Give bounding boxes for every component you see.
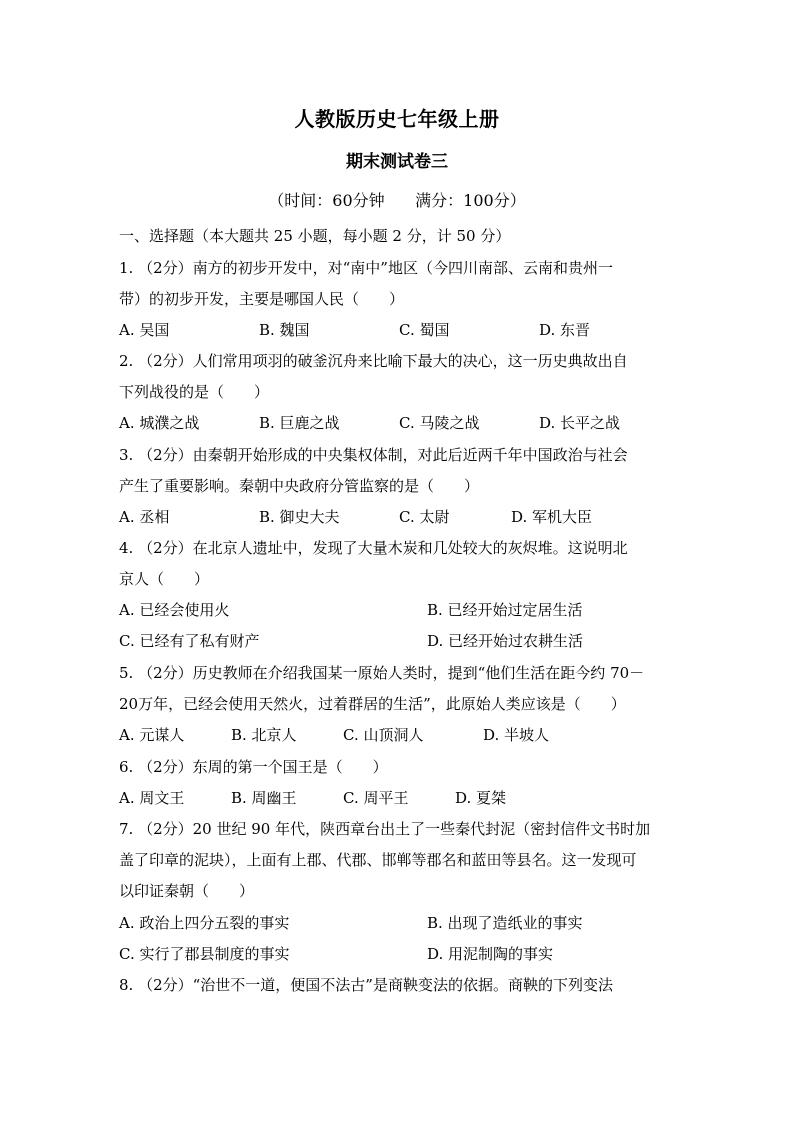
question-7-option-c: C. 实行了郡县制度的事实: [119, 945, 290, 963]
question-4-line-2: 京人（ ）: [119, 570, 210, 588]
page-title: 人教版历史七年级上册: [294, 107, 500, 131]
question-5-option-b: B. 北京人: [231, 726, 297, 744]
question-3-option-c: C. 太尉: [399, 508, 450, 526]
question-2-line-1: 2. （2分）人们常用项羽的破釜沉舟来比喻下最大的决心，这一历史典故出自: [119, 352, 628, 370]
section-heading: 一、选择题（本大题共 25 小题，每小题 2 分，计 50 分）: [119, 227, 511, 245]
question-5-option-d: D. 半坡人: [483, 726, 550, 744]
question-5-option-a: A. 元谋人: [119, 726, 185, 744]
question-1-line-2: 带）的初步开发，主要是哪国人民（ ）: [119, 290, 405, 308]
question-5-line-2: 20万年，已经会使用天然火，过着群居的生活”，此原始人类应该是（ ）: [119, 695, 626, 713]
question-3-line-2: 产生了重要影响。秦朝中央政府分管监察的是（ ）: [119, 477, 480, 495]
question-1-option-c: C. 蜀国: [399, 321, 450, 339]
question-5-line-1: 5. （2分）历史教师在介绍我国某一原始人类时，提到“他们生活在距今约 70－: [119, 664, 645, 682]
question-1-line-1: 1. （2分）南方的初步开发中，对“南中”地区（今四川南部、云南和贵州一: [119, 259, 613, 277]
question-4-option-b: B. 已经开始过定居生活: [427, 601, 583, 619]
question-2-option-b: B. 巨鹿之战: [259, 414, 340, 432]
question-5-option-c: C. 山顶洞人: [343, 726, 424, 744]
question-6-option-a: A. 周文王: [119, 789, 185, 807]
question-4-option-d: D. 已经开始过农耕生活: [427, 632, 584, 650]
question-7-line-2: 盖了印章的泥块），上面有上郡、代郡、邯郸等郡名和蓝田等县名。这一发现可: [119, 851, 637, 869]
question-2-line-2: 下列战役的是（ ）: [119, 383, 270, 401]
question-2-option-d: D. 长平之战: [539, 414, 621, 432]
question-2-option-a: A. 城濮之战: [119, 414, 200, 432]
question-7-line-3: 以印证秦朝（ ）: [119, 882, 255, 900]
question-6-line-1: 6. （2分）东周的第一个国王是（ ）: [119, 758, 388, 776]
question-7-option-a: A. 政治上四分五裂的事实: [119, 914, 290, 932]
question-6-option-d: D. 夏桀: [455, 789, 507, 807]
question-8-line-1: 8. （2分）“治世不一道，便国不法古”是商鞅变法的依据。商鞅的下列变法: [119, 976, 613, 994]
question-1-option-b: B. 魏国: [259, 321, 310, 339]
time-info: （时间：60分钟 满分：100分）: [268, 191, 526, 210]
question-6-option-b: B. 周幽王: [231, 789, 297, 807]
question-7-option-d: D. 用泥制陶的事实: [427, 945, 554, 963]
question-3-line-1: 3. （2分）由秦朝开始形成的中央集权体制，对此后近两千年中国政治与社会: [119, 446, 628, 464]
page-subtitle: 期末测试卷三: [346, 152, 448, 172]
question-4-line-1: 4. （2分）在北京人遗址中，发现了大量木炭和几处较大的灰烬堆。这说明北: [119, 539, 628, 557]
question-4-option-c: C. 已经有了私有财产: [119, 632, 260, 650]
question-3-option-d: D. 军机大臣: [511, 508, 593, 526]
question-7-option-b: B. 出现了造纸业的事实: [427, 914, 583, 932]
question-1-option-a: A. 吴国: [119, 321, 170, 339]
question-2-option-c: C. 马陵之战: [399, 414, 480, 432]
question-4-option-a: A. 已经会使用火: [119, 601, 230, 619]
question-3-option-b: B. 御史大夫: [259, 508, 340, 526]
question-3-option-a: A. 丞相: [119, 508, 170, 526]
question-6-option-c: C. 周平王: [343, 789, 409, 807]
question-7-line-1: 7. （2分）20 世纪 90 年代，陕西章台出土了一些秦代封泥（密封信件文书时加: [119, 820, 651, 838]
question-1-option-d: D. 东晋: [539, 321, 591, 339]
